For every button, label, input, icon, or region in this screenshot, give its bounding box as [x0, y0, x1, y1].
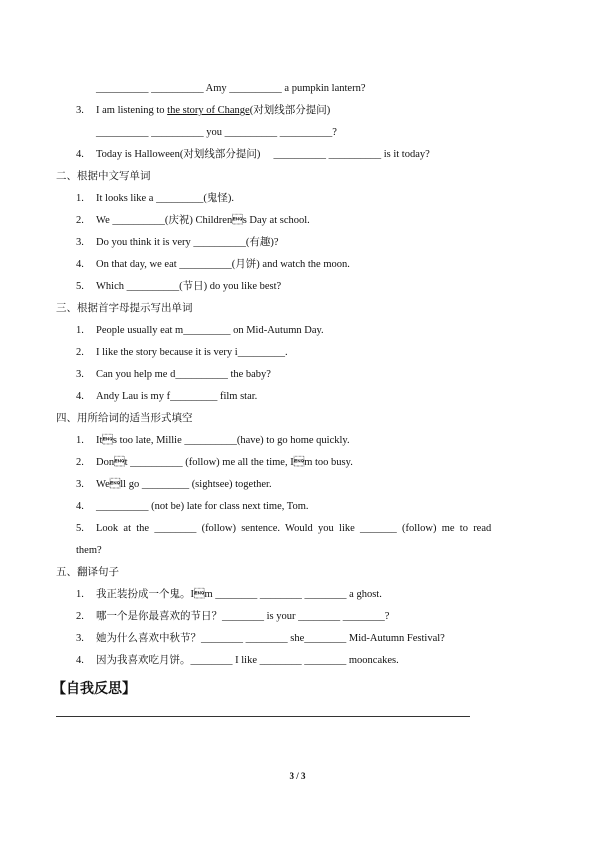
- s4-item-text: Dont __________ (follow) me all the time, Im too busy.: [96, 457, 353, 468]
- s3-item-number: 4.: [76, 391, 84, 402]
- s2-item-text: We __________(庆祝) Childrens Day at school.: [96, 215, 310, 226]
- s2-item-text: On that day, we eat __________(月饼) and watch the moon.: [96, 259, 350, 270]
- s2-item-text: It looks like a _________(鬼怪).: [96, 193, 234, 204]
- question-2-answer-line: __________ __________ Amy __________ a pumpkin lantern?: [96, 83, 366, 94]
- s3-item-text: I like the story because it is very i_________.: [96, 347, 288, 358]
- question-3-text: [96, 104, 330, 118]
- section-3-heading: 三、根据首字母提示写出单词: [56, 303, 193, 314]
- s5-item-text: 哪一个是你最喜欢的节日？________ is your ________ ________?: [96, 611, 390, 622]
- question-4-text: Today is Halloween(对划线部分提问) __________ __________ is it today?: [96, 149, 430, 160]
- s2-item-text: Do you think it is very __________(有趣)?: [96, 237, 279, 248]
- page-number: 3 / 3: [289, 771, 306, 781]
- s4-item-number: 2.: [76, 457, 84, 468]
- s3-item-text: Andy Lau is my f_________ film star.: [96, 391, 258, 402]
- question-3-number: 3.: [76, 105, 84, 116]
- s4-item-5-continuation: them?: [76, 545, 102, 556]
- s3-item-text: People usually eat m_________ on Mid-Autumn Day.: [96, 325, 324, 336]
- s3-item-text: Can you help me d__________ the baby?: [96, 369, 271, 380]
- s3-item-number: 1.: [76, 325, 84, 336]
- self-reflection-title: 【自我反思】: [52, 681, 136, 697]
- section-4-heading: 四、用所给词的适当形式填空: [56, 413, 193, 424]
- s4-item-number: 3.: [76, 479, 84, 490]
- s2-item-number: 5.: [76, 281, 84, 292]
- s2-item-number: 1.: [76, 193, 84, 204]
- question-3-answer-line: __________ __________ you __________ __________?: [96, 127, 337, 138]
- reflection-answer-line: [56, 716, 470, 717]
- question-3-prefix: I am listening to: [96, 105, 168, 116]
- question-4-number: 4.: [76, 149, 84, 160]
- s3-item-number: 3.: [76, 369, 84, 380]
- s4-item-text: __________ (not be) late for class next time, Tom.: [96, 501, 309, 512]
- s4-item-text: Look at the ________ (follow) sentence. Would you like _______ (follow) me to read: [96, 523, 492, 534]
- s4-item-text: Its too late, Millie __________(have) to go home quickly.: [96, 435, 350, 446]
- s5-item-text: 因为我喜欢吃月饼。________ I like ________ ________ mooncakes.: [96, 655, 399, 666]
- section-5-heading: 五、翻译句子: [56, 567, 119, 578]
- question-3-instruction: (对划线部分提问): [249, 105, 331, 116]
- s4-item-number: 4.: [76, 501, 84, 512]
- s4-item-number: 1.: [76, 435, 84, 446]
- s2-item-number: 2.: [76, 215, 84, 226]
- s5-item-number: 1.: [76, 589, 84, 600]
- s2-item-text: Which __________(节日) do you like best?: [96, 281, 282, 292]
- s4-item-number: 5.: [76, 523, 84, 534]
- s2-item-number: 3.: [76, 237, 84, 248]
- s2-item-number: 4.: [76, 259, 84, 270]
- s5-item-text: 我正装扮成一个鬼。Im ________ ________ ________ a ghost.: [96, 589, 382, 600]
- s3-item-number: 2.: [76, 347, 84, 358]
- s5-item-text: 她为什么喜欢中秋节？________ ________ she________ Mid-Autumn Festival?: [96, 633, 445, 644]
- s4-item-text: Well go _________ (sightsee) together.: [96, 479, 272, 490]
- s5-item-number: 4.: [76, 655, 84, 666]
- s5-item-number: 2.: [76, 611, 84, 622]
- s5-item-number: 3.: [76, 633, 84, 644]
- section-2-heading: 二、根据中文写单词: [56, 171, 151, 182]
- question-3-underlined: the story of Change: [167, 105, 250, 116]
